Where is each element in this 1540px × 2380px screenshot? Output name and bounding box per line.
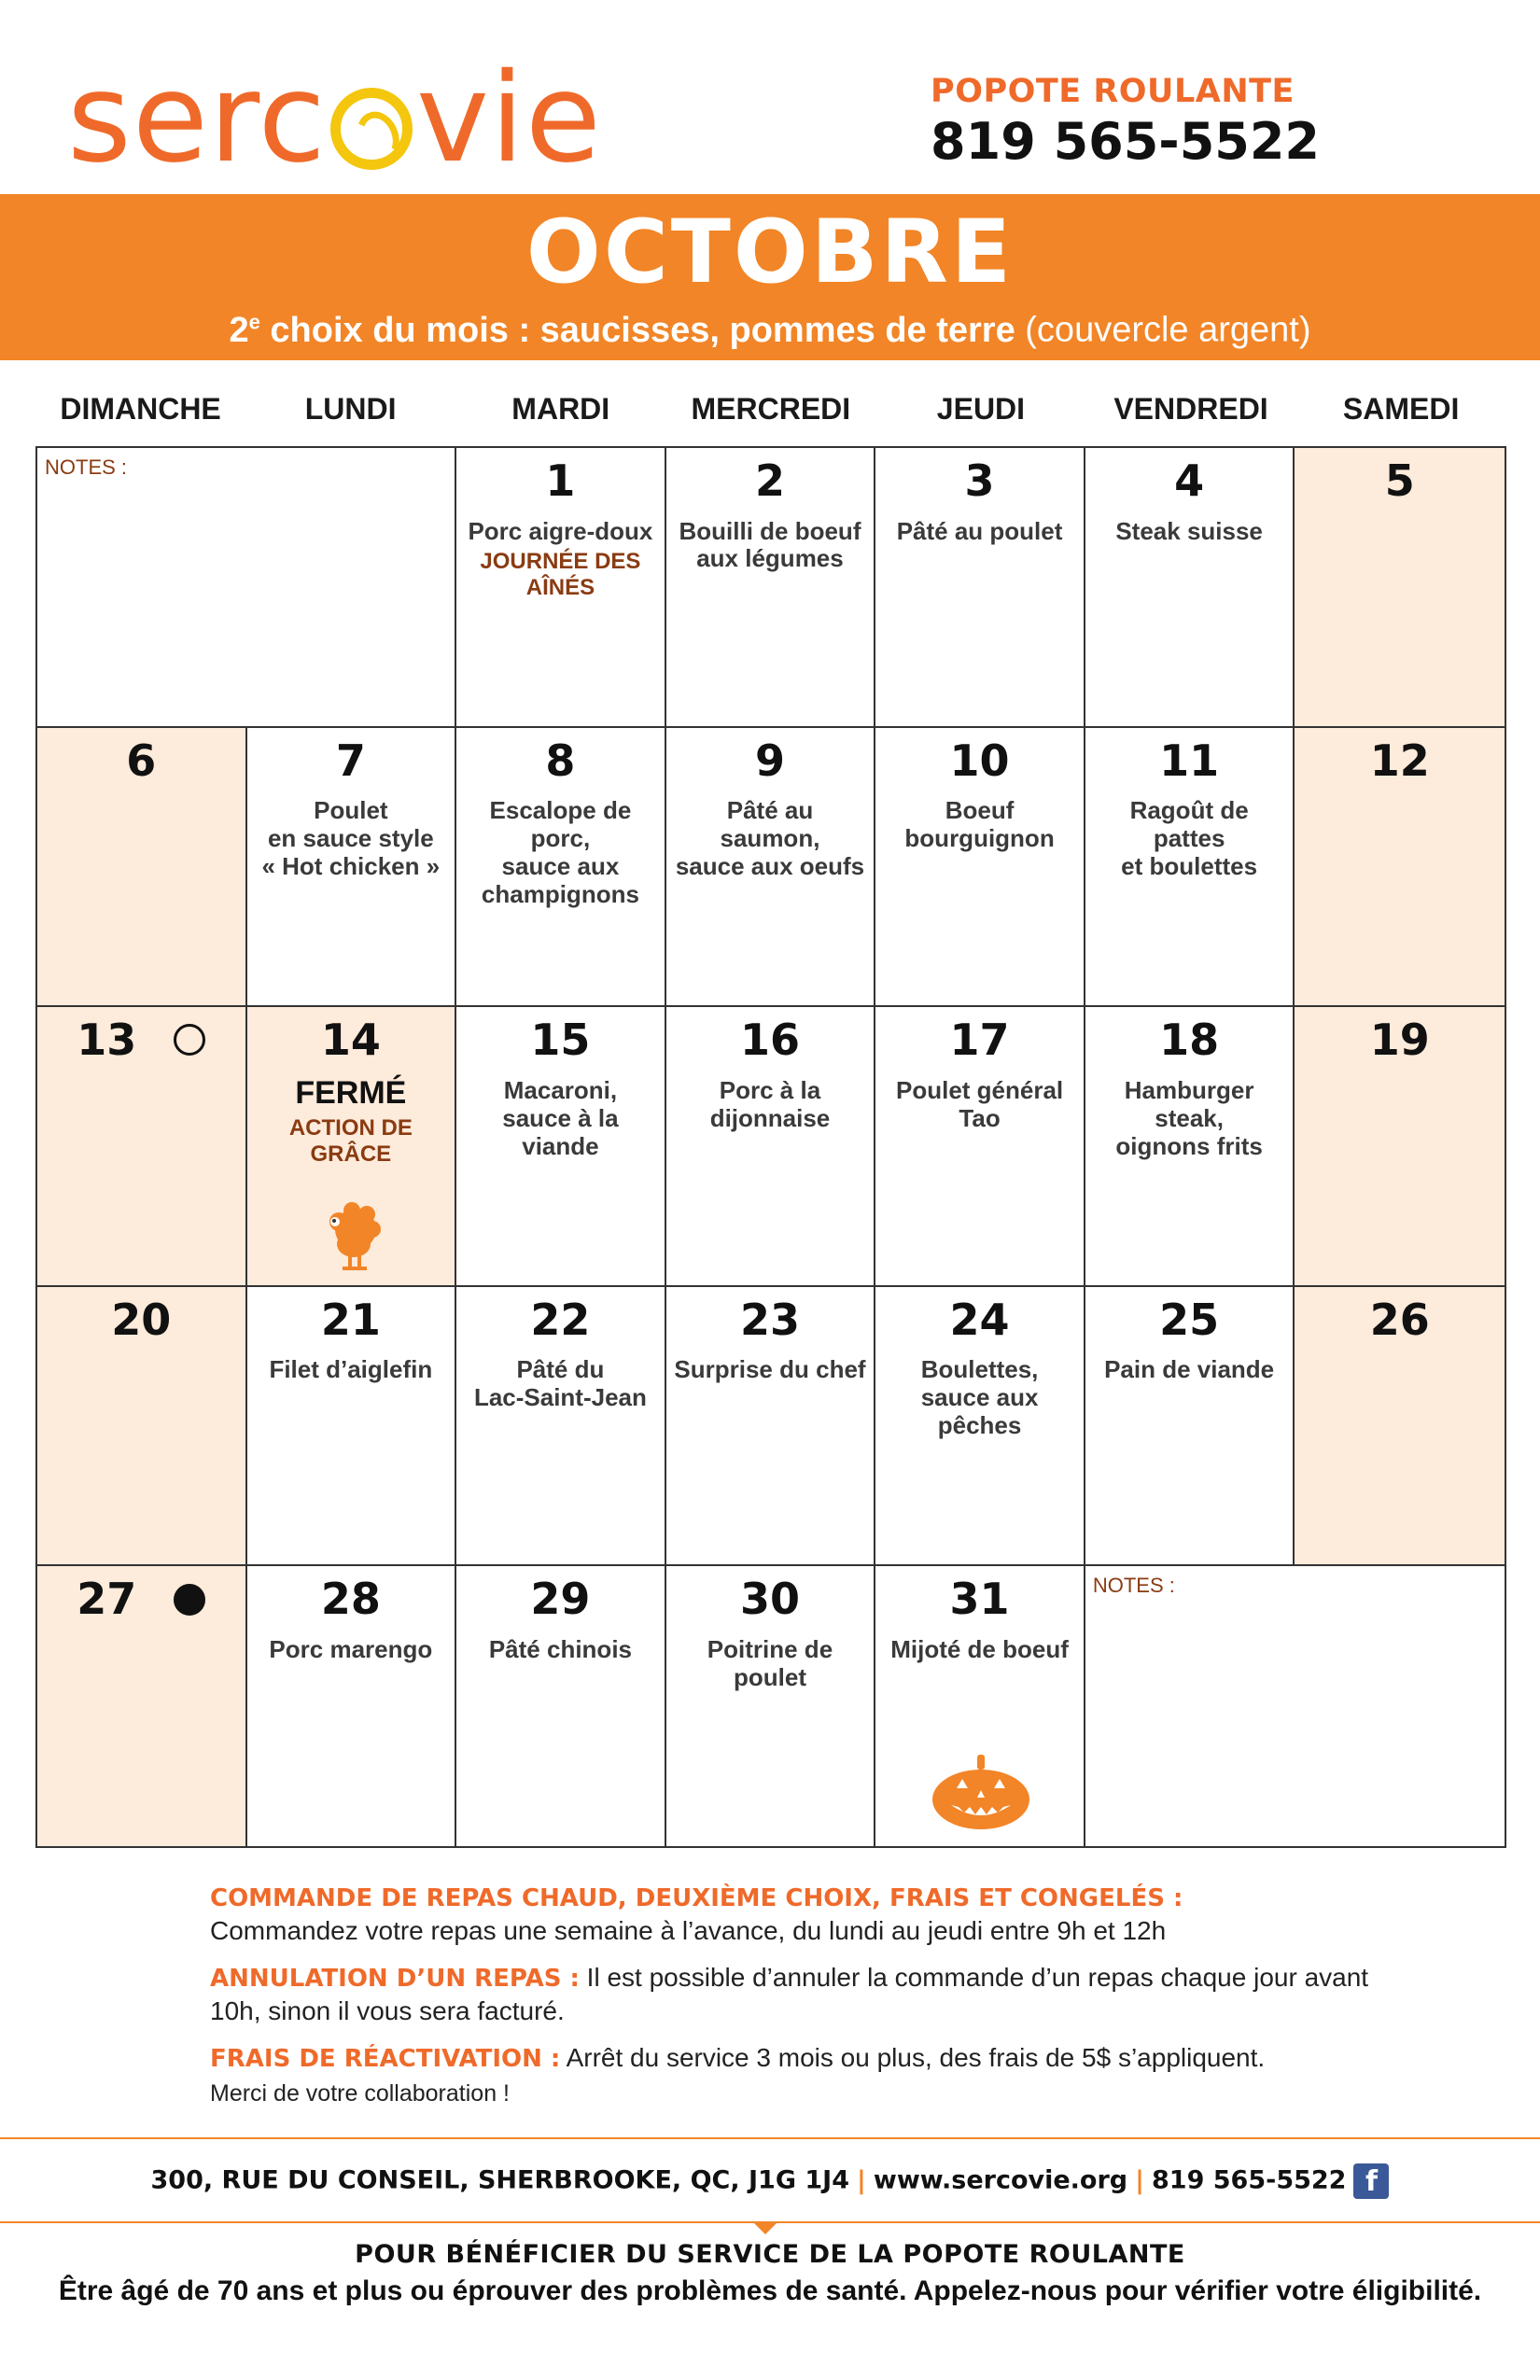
divider-arrow-icon [752,2221,778,2234]
day-cell-18 [1085,1007,1295,1287]
order-text: Commandez votre repas une semaine à l’avance, du lundi au jeudi entre 9h et 12h [210,1916,1167,1946]
day-number-text: 7 [335,735,366,786]
event-label: JOURNÉE DES AÎNÉS [480,549,641,601]
meal-name: Escalope de porc, sauce aux champignons [481,796,639,908]
day-number [875,1016,1084,1064]
day-number-text: 3 [964,455,995,506]
day-number-text: 15 [530,1015,591,1066]
day-number-text: 30 [739,1574,800,1625]
footer-website[interactable]: www.sercovie.org [873,2165,1128,2195]
day-cell-24 [875,1287,1085,1567]
meal-name: Filet d’aiglefin [269,1355,433,1384]
reactivation-title: FRAIS DE RÉACTIVATION : [210,2045,561,2074]
day-number-text: 22 [530,1294,591,1345]
day-number [37,1296,245,1344]
day-number [875,1575,1084,1623]
day-number-text: 8 [545,735,576,786]
day-number-text: 28 [320,1574,381,1625]
meal-name: Pâté au poulet [896,516,1063,545]
day-cell-4 [1085,448,1295,728]
day-number-text: 29 [530,1574,591,1625]
day-cell-1 [456,448,666,728]
day-cell-6 [37,728,247,1008]
facebook-icon[interactable]: f [1353,2163,1389,2199]
day-cell-9 [666,728,876,1008]
month-title: OCTOBRE [525,202,1015,303]
day-number [1085,737,1294,785]
day-cell-21 [247,1287,457,1567]
footer-divider-top [0,2137,1540,2139]
day-cell-25 [1085,1287,1295,1567]
day-cell-28 [247,1566,457,1846]
meal-name: Porc à la dijonnaise [709,1075,831,1132]
day-number [247,737,455,785]
meal-name: Pain de viande [1104,1355,1275,1384]
weekday-saturday: SAMEDI [1342,392,1460,426]
day-number [1295,737,1505,785]
meal-name: Poulet en sauce style « Hot chicken » [261,796,441,880]
day-cell-14 [247,1007,457,1287]
day-number-text: 16 [739,1015,800,1066]
day-number [666,1296,875,1344]
day-cell-16 [666,1007,876,1287]
closed-label: FERMÉ [295,1074,407,1111]
meal-name: Boulettes, sauce aux pêches [920,1355,1039,1440]
weekday-header [35,392,1506,427]
day-cell-12 [1295,728,1505,1008]
second-choice-note: (couvercle argent) [1015,310,1311,350]
event-label: ACTION DE GRÂCE [288,1114,413,1167]
second-choice-text: choix du mois : saucisses, pommes de terre [259,310,1015,350]
cancel-text: Il est possible d’annuler la commande d’un repas chaque jour avant 10h, sinon il vous sera facturé. [210,1963,1369,2026]
meal-name: Boeuf bourguignon [904,796,1055,853]
day-number-text: 13 [77,1015,137,1066]
day-number [37,737,245,785]
day-number [666,1575,875,1623]
meal-name: Bouilli de boeuf aux légumes [679,516,861,573]
notes-label: NOTES : [45,455,128,479]
second-choice-sup: e [248,310,260,333]
day-number-text: 14 [320,1015,381,1066]
day-number-text: 31 [949,1574,1010,1625]
day-number-text: 5 [1384,455,1415,506]
day-cell-27 [37,1566,247,1846]
meal-name: Poitrine de poulet [707,1634,833,1691]
order-title: COMMANDE DE REPAS CHAUD, DEUXIÈME CHOIX, FRAIS ET CONGELÉS : [210,1884,1183,1912]
day-number [456,1575,665,1623]
meal-name: Pâté du Lac-Saint-Jean [473,1355,647,1412]
day-cell-20 [37,1287,247,1567]
day-number [247,1575,455,1623]
pumpkin-icon [931,1753,1031,1836]
footer-address: 300, RUE DU CONSEIL, SHERBROOKE, QC, J1G 1J4 [150,2165,850,2195]
day-number-text: 1 [545,455,576,506]
day-number [247,1016,455,1064]
day-number-text: 27 [77,1574,137,1625]
day-number-text: 12 [1369,735,1430,786]
info-section [210,1881,1423,2108]
day-number-text: 9 [754,735,785,786]
meal-name: Poulet général Tao [895,1075,1064,1132]
day-number [875,1296,1084,1344]
full-moon-icon [174,1584,205,1616]
day-number [1295,1296,1505,1344]
month-banner [0,194,1540,360]
weekday-sunday: DIMANCHE [60,392,221,426]
day-number [666,737,875,785]
cancel-title: ANNULATION D’UN REPAS : [210,1965,580,1994]
day-cell-22 [456,1287,666,1567]
eligibility-title: POUR BÉNÉFICIER DU SERVICE DE LA POPOTE ROULANTE [355,2240,1185,2269]
weekday-monday: LUNDI [304,392,397,426]
day-cell-30 [666,1566,876,1846]
notes-cell-top [37,448,456,728]
day-number-text: 18 [1159,1015,1220,1066]
day-cell-5 [1295,448,1505,728]
day-number [1295,1016,1505,1064]
thanks-text: Merci de votre collaboration ! [210,2080,510,2107]
day-cell-26 [1295,1287,1505,1567]
turkey-icon [320,1201,384,1281]
second-choice-line [0,310,1540,351]
day-number [456,1296,665,1344]
weekday-friday: VENDREDI [1113,392,1268,426]
meal-name: Porc aigre-doux [468,516,653,545]
day-number [1295,457,1505,505]
meal-name: Steak suisse [1115,516,1263,545]
header-phone: 819 565-5522 [931,112,1320,171]
day-number [1085,457,1294,505]
day-cell-19 [1295,1007,1505,1287]
notes-cell-bottom [1085,1566,1505,1846]
new-moon-icon [174,1024,205,1056]
day-cell-8 [456,728,666,1008]
day-cell-31 [875,1566,1085,1846]
day-cell-7 [247,728,457,1008]
calendar-grid [35,446,1506,1848]
day-number [875,737,1084,785]
meal-name: Hamburger steak, oignons frits [1115,1075,1263,1160]
day-number-text: 6 [126,735,157,786]
day-number-text: 23 [739,1294,800,1345]
weekday-wednesday: MERCREDI [691,392,851,426]
meal-name: Porc marengo [269,1634,433,1663]
second-choice-prefix: 2 [229,310,249,350]
day-number-text: 21 [320,1294,381,1345]
day-number-text: 2 [754,455,785,506]
meal-name: Surprise du chef [674,1355,866,1384]
contact-block [931,73,1320,171]
day-number [875,457,1084,505]
notes-label: NOTES : [1092,1574,1175,1598]
meal-name: Mijoté de boeuf [890,1634,1069,1663]
day-number [456,457,665,505]
sercovie-logo: serc vie [67,47,602,190]
day-cell-29 [456,1566,666,1846]
day-number-text: 19 [1369,1015,1430,1066]
day-cell-13 [37,1007,247,1287]
meal-name: Macaroni, sauce à la viande [502,1075,619,1160]
day-number-text: 4 [1174,455,1205,506]
eligibility-text: Être âgé de 70 ans et plus ou éprouver des problèmes de santé. Appelez-nous pour vérifier votre éligibilité. [58,2275,1482,2306]
day-number [37,1575,245,1623]
day-cell-10 [875,728,1085,1008]
meal-name: Pâté au saumon, sauce aux oeufs [675,796,865,880]
day-number-text: 20 [111,1294,172,1345]
day-cell-17 [875,1007,1085,1287]
day-number-text: 26 [1369,1294,1430,1345]
service-label: POPOTE ROULANTE [931,73,1295,110]
day-number [666,457,875,505]
day-number-text: 10 [949,735,1010,786]
meal-name: Ragoût de pattes et boulettes [1121,796,1258,880]
day-cell-23 [666,1287,876,1567]
weekday-tuesday: MARDI [511,392,610,426]
day-number [456,1016,665,1064]
day-number [666,1016,875,1064]
day-number [456,737,665,785]
day-number [1085,1016,1294,1064]
meal-name: Pâté chinois [488,1634,632,1663]
day-number-text: 11 [1159,735,1220,786]
day-number [247,1296,455,1344]
day-number-text: 24 [949,1294,1010,1345]
reactivation-text: Arrêt du service 3 mois ou plus, des frais de 5$ s’appliquent. [560,2043,1266,2073]
day-number-text: 17 [949,1015,1010,1066]
footer-address-line: 300, RUE DU CONSEIL, SHERBROOKE, QC, J1G 1J4 | www.sercovie.org | 819 565-5522 f [0,2163,1540,2199]
footer-phone: 819 565-5522 [1152,2165,1347,2195]
day-cell-15 [456,1007,666,1287]
day-number [1085,1296,1294,1344]
day-cell-2 [666,448,876,728]
logo-ring-icon [330,88,413,170]
day-number [37,1016,245,1064]
day-number-text: 25 [1159,1294,1220,1345]
weekday-thursday: JEUDI [936,392,1026,426]
day-cell-3 [875,448,1085,728]
day-cell-11 [1085,728,1295,1008]
